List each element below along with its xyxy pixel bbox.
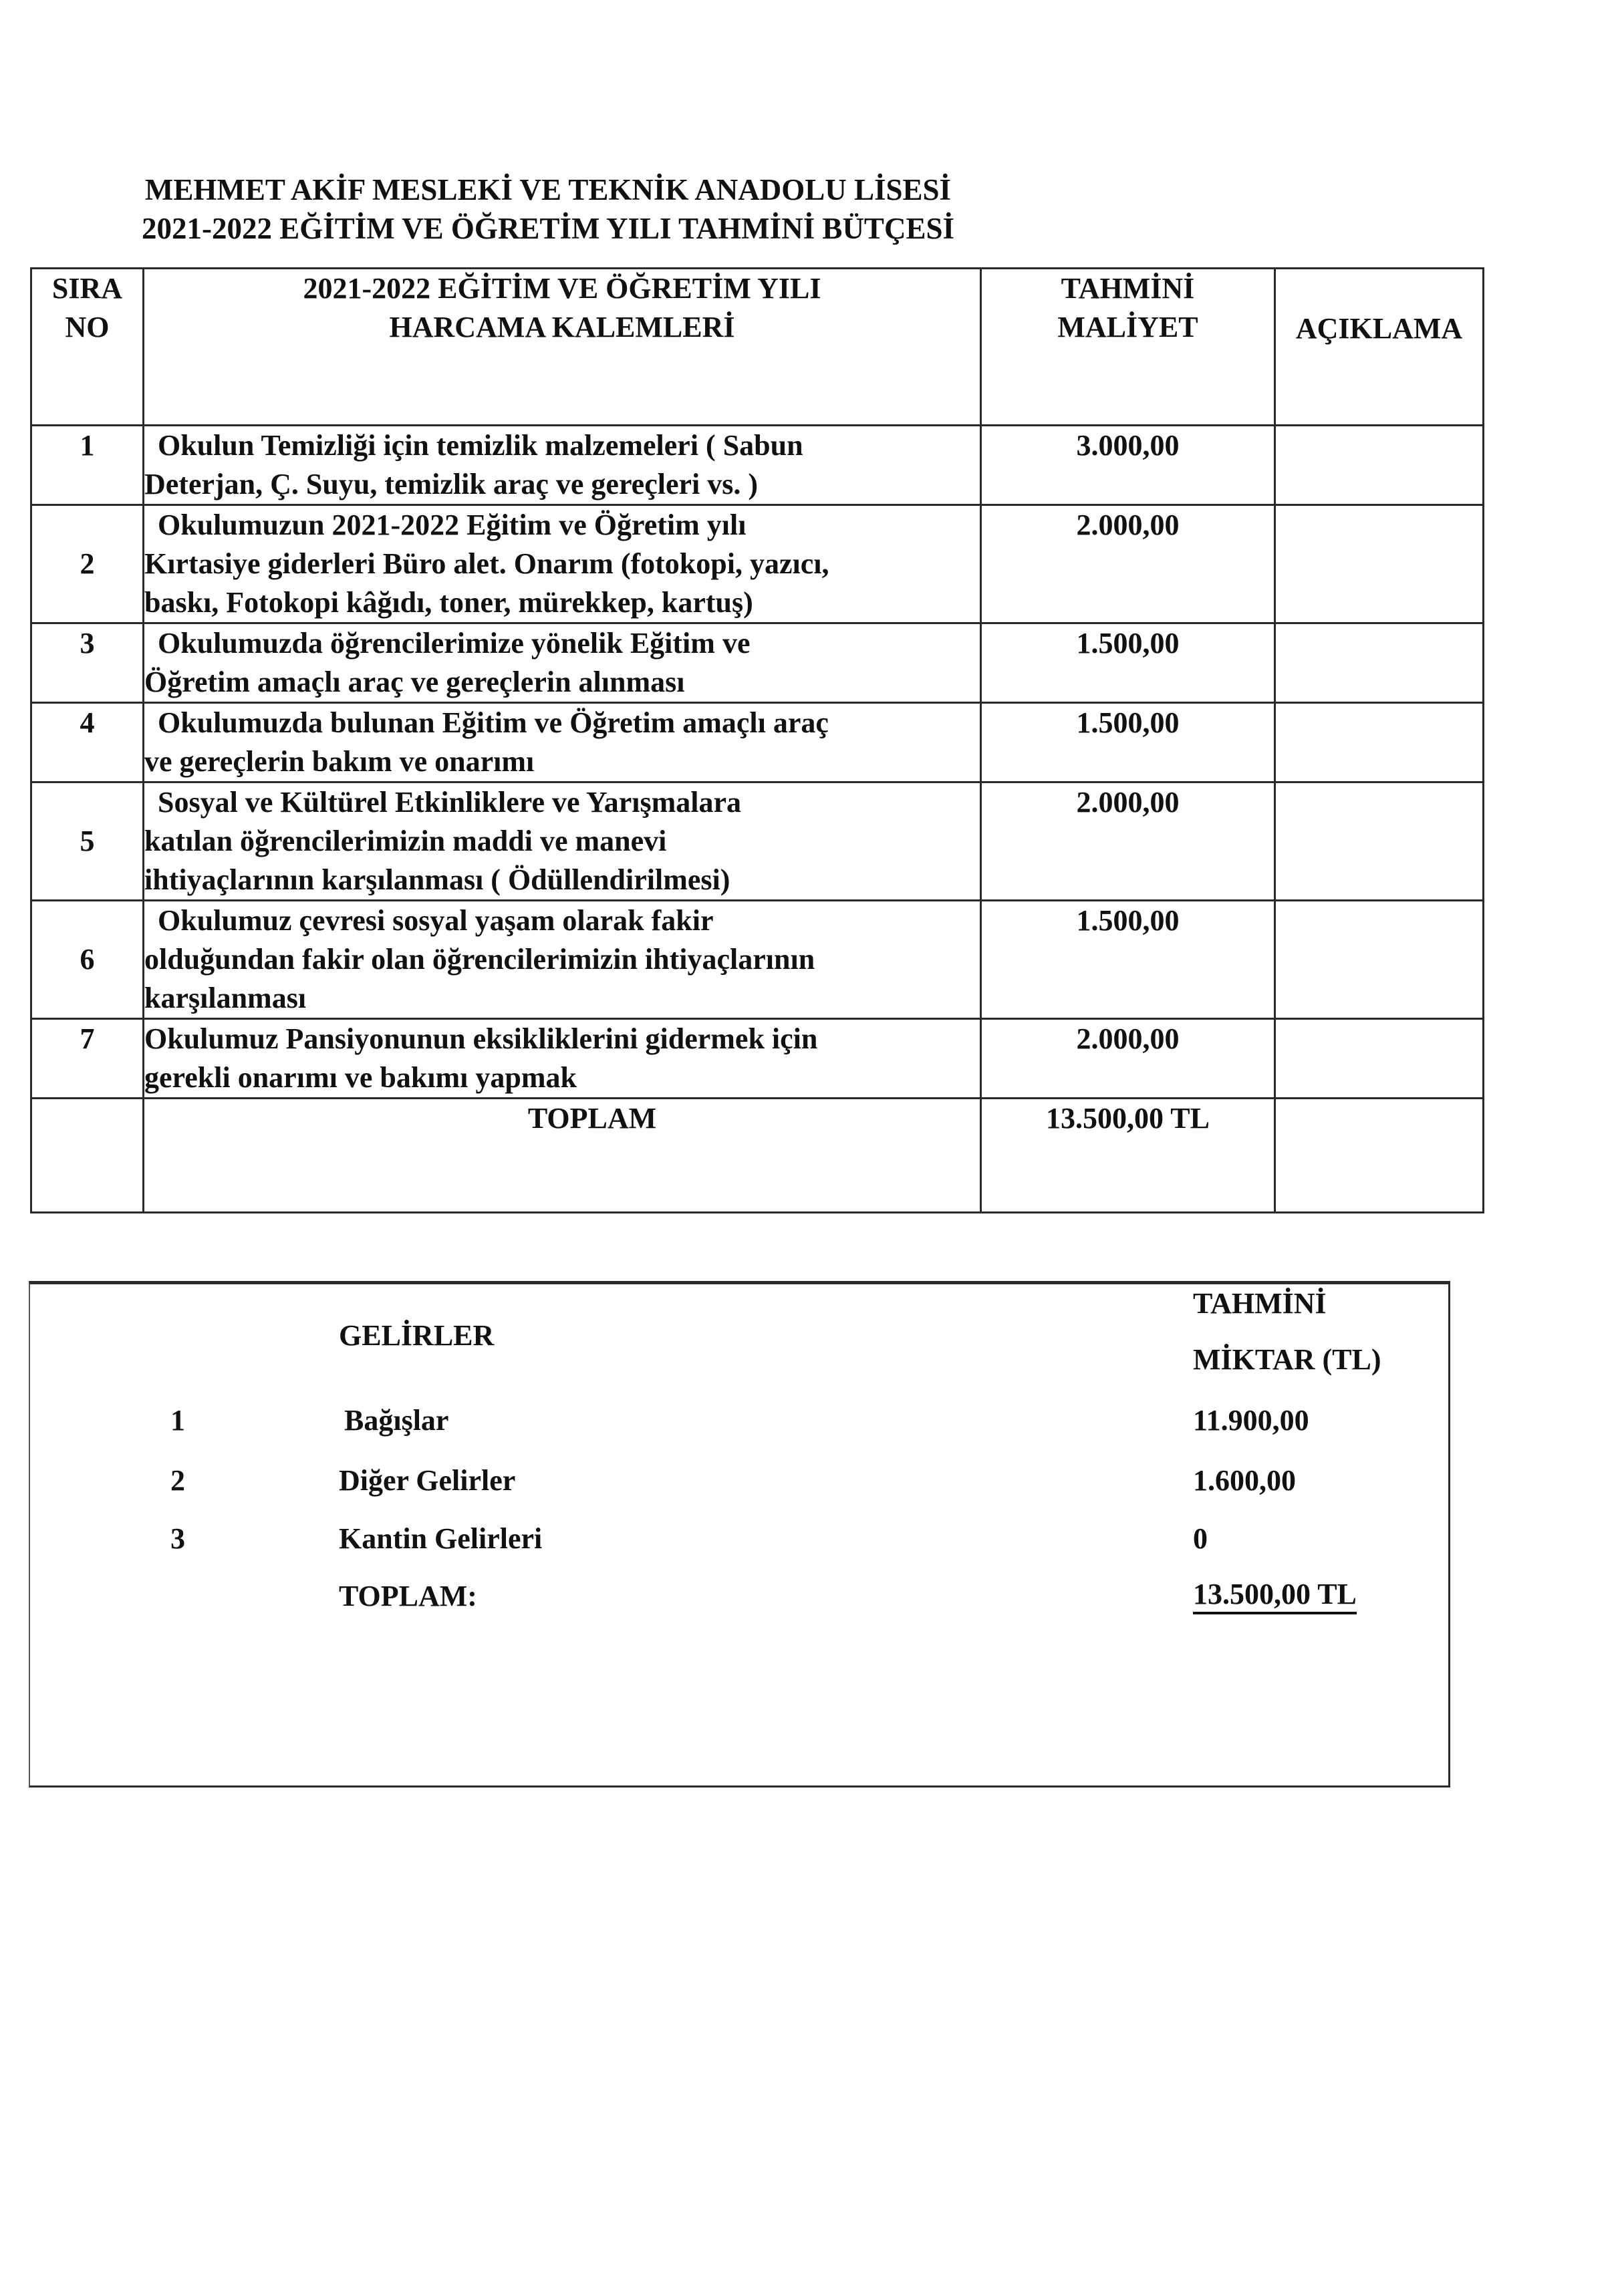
row-no: 2 — [31, 505, 144, 623]
row-note — [1275, 703, 1484, 782]
row-cost: 1.500,00 — [981, 703, 1275, 782]
row-no: 3 — [31, 623, 144, 703]
income-row-no: 3 — [170, 1522, 185, 1555]
row-note — [1275, 426, 1484, 505]
row-no: 7 — [31, 1019, 144, 1099]
income-row-label: Bağışlar — [344, 1404, 449, 1437]
row-no: 5 — [31, 782, 144, 901]
header-sira-no: SIRA NO — [31, 269, 144, 426]
expense-header-row — [31, 269, 1484, 426]
row-description: Okulumuzda bulunan Eğitim ve Öğretim amaçlı araç ve gereçlerin bakım ve onarımı — [144, 703, 981, 782]
income-row-no: 1 — [170, 1404, 185, 1437]
expense-table — [30, 267, 1484, 1213]
row-description: Okulun Temizliği için temizlik malzemeleri ( Sabun Deterjan, Ç. Suyu, temizlik araç ve gereçleri vs. ) — [144, 426, 981, 505]
row-cost: 2.000,00 — [981, 1019, 1275, 1099]
income-box — [29, 1281, 1450, 1787]
row-note — [1275, 901, 1484, 1019]
table-row — [31, 782, 1484, 901]
table-row — [31, 1019, 1484, 1099]
header-items: 2021-2022 EĞİTİM VE ÖĞRETİM YILI HARCAMA KALEMLERİ — [144, 269, 981, 426]
row-cost: 1.500,00 — [981, 623, 1275, 703]
total-note-cell — [1275, 1099, 1484, 1213]
income-row-amount: 1.600,00 — [1193, 1464, 1296, 1497]
income-header-amount-line2: MİKTAR (TL) — [1193, 1343, 1381, 1376]
row-note — [1275, 1019, 1484, 1099]
income-total-label: TOPLAM: — [339, 1580, 477, 1612]
income-header-amount-line1: TAHMİNİ — [1193, 1287, 1327, 1320]
row-description: Okulumuz çevresi sosyal yaşam olarak fakir olduğundan fakir olan öğrencilerimizin ihtiyaçlarının karşılanması — [144, 901, 981, 1019]
total-value: 13.500,00 TL — [981, 1099, 1275, 1213]
row-cost: 3.000,00 — [981, 426, 1275, 505]
row-description: Okulumuz Pansiyonunun eksikliklerini gidermek için gerekli onarımı ve bakımı yapmak — [144, 1019, 981, 1099]
title-school-name: MEHMET AKİF MESLEKİ VE TEKNİK ANADOLU LİSESİ — [144, 173, 952, 206]
income-row-label: Diğer Gelirler — [339, 1464, 516, 1497]
row-cost: 2.000,00 — [981, 782, 1275, 901]
income-row-amount: 11.900,00 — [1193, 1404, 1309, 1437]
row-note — [1275, 505, 1484, 623]
total-no-cell — [31, 1099, 144, 1213]
document-title — [0, 170, 1096, 248]
row-description: Okulumuzda öğrencilerimize yönelik Eğitim ve Öğretim amaçlı araç ve gereçlerin alınması — [144, 623, 981, 703]
row-cost: 1.500,00 — [981, 901, 1275, 1019]
total-label: TOPLAM — [144, 1099, 981, 1213]
table-row — [31, 703, 1484, 782]
row-no: 6 — [31, 901, 144, 1019]
header-cost: TAHMİNİ MALİYET — [981, 269, 1275, 426]
table-row — [31, 623, 1484, 703]
header-note: AÇIKLAMA — [1275, 269, 1484, 426]
income-row-label: Kantin Gelirleri — [339, 1522, 543, 1555]
row-no: 1 — [31, 426, 144, 505]
table-row — [31, 901, 1484, 1019]
total-row — [31, 1099, 1484, 1213]
table-row — [31, 505, 1484, 623]
table-row — [31, 426, 1484, 505]
row-no: 4 — [31, 703, 144, 782]
row-description: Sosyal ve Kültürel Etkinliklere ve Yarışmalara katılan öğrencilerimizin maddi ve manevi ihtiyaçlarının karşılanması ( Ödüllendirilmesi) — [144, 782, 981, 901]
row-cost: 2.000,00 — [981, 505, 1275, 623]
income-header-label: GELİRLER — [339, 1319, 495, 1352]
income-row-amount: 0 — [1193, 1522, 1208, 1555]
title-budget-name: 2021-2022 EĞİTİM VE ÖĞRETİM YILI TAHMİNİ BÜTÇESİ — [141, 212, 955, 245]
row-note — [1275, 782, 1484, 901]
row-description: Okulumuzun 2021-2022 Eğitim ve Öğretim yılı Kırtasiye giderleri Büro alet. Onarım (fotokopi, yazıcı, baskı, Fotokopi kâğıdı, toner, mürekkep, kartuş) — [144, 505, 981, 623]
income-row-no: 2 — [170, 1464, 185, 1497]
row-note — [1275, 623, 1484, 703]
income-total-value: 13.500,00 TL — [1193, 1577, 1357, 1614]
